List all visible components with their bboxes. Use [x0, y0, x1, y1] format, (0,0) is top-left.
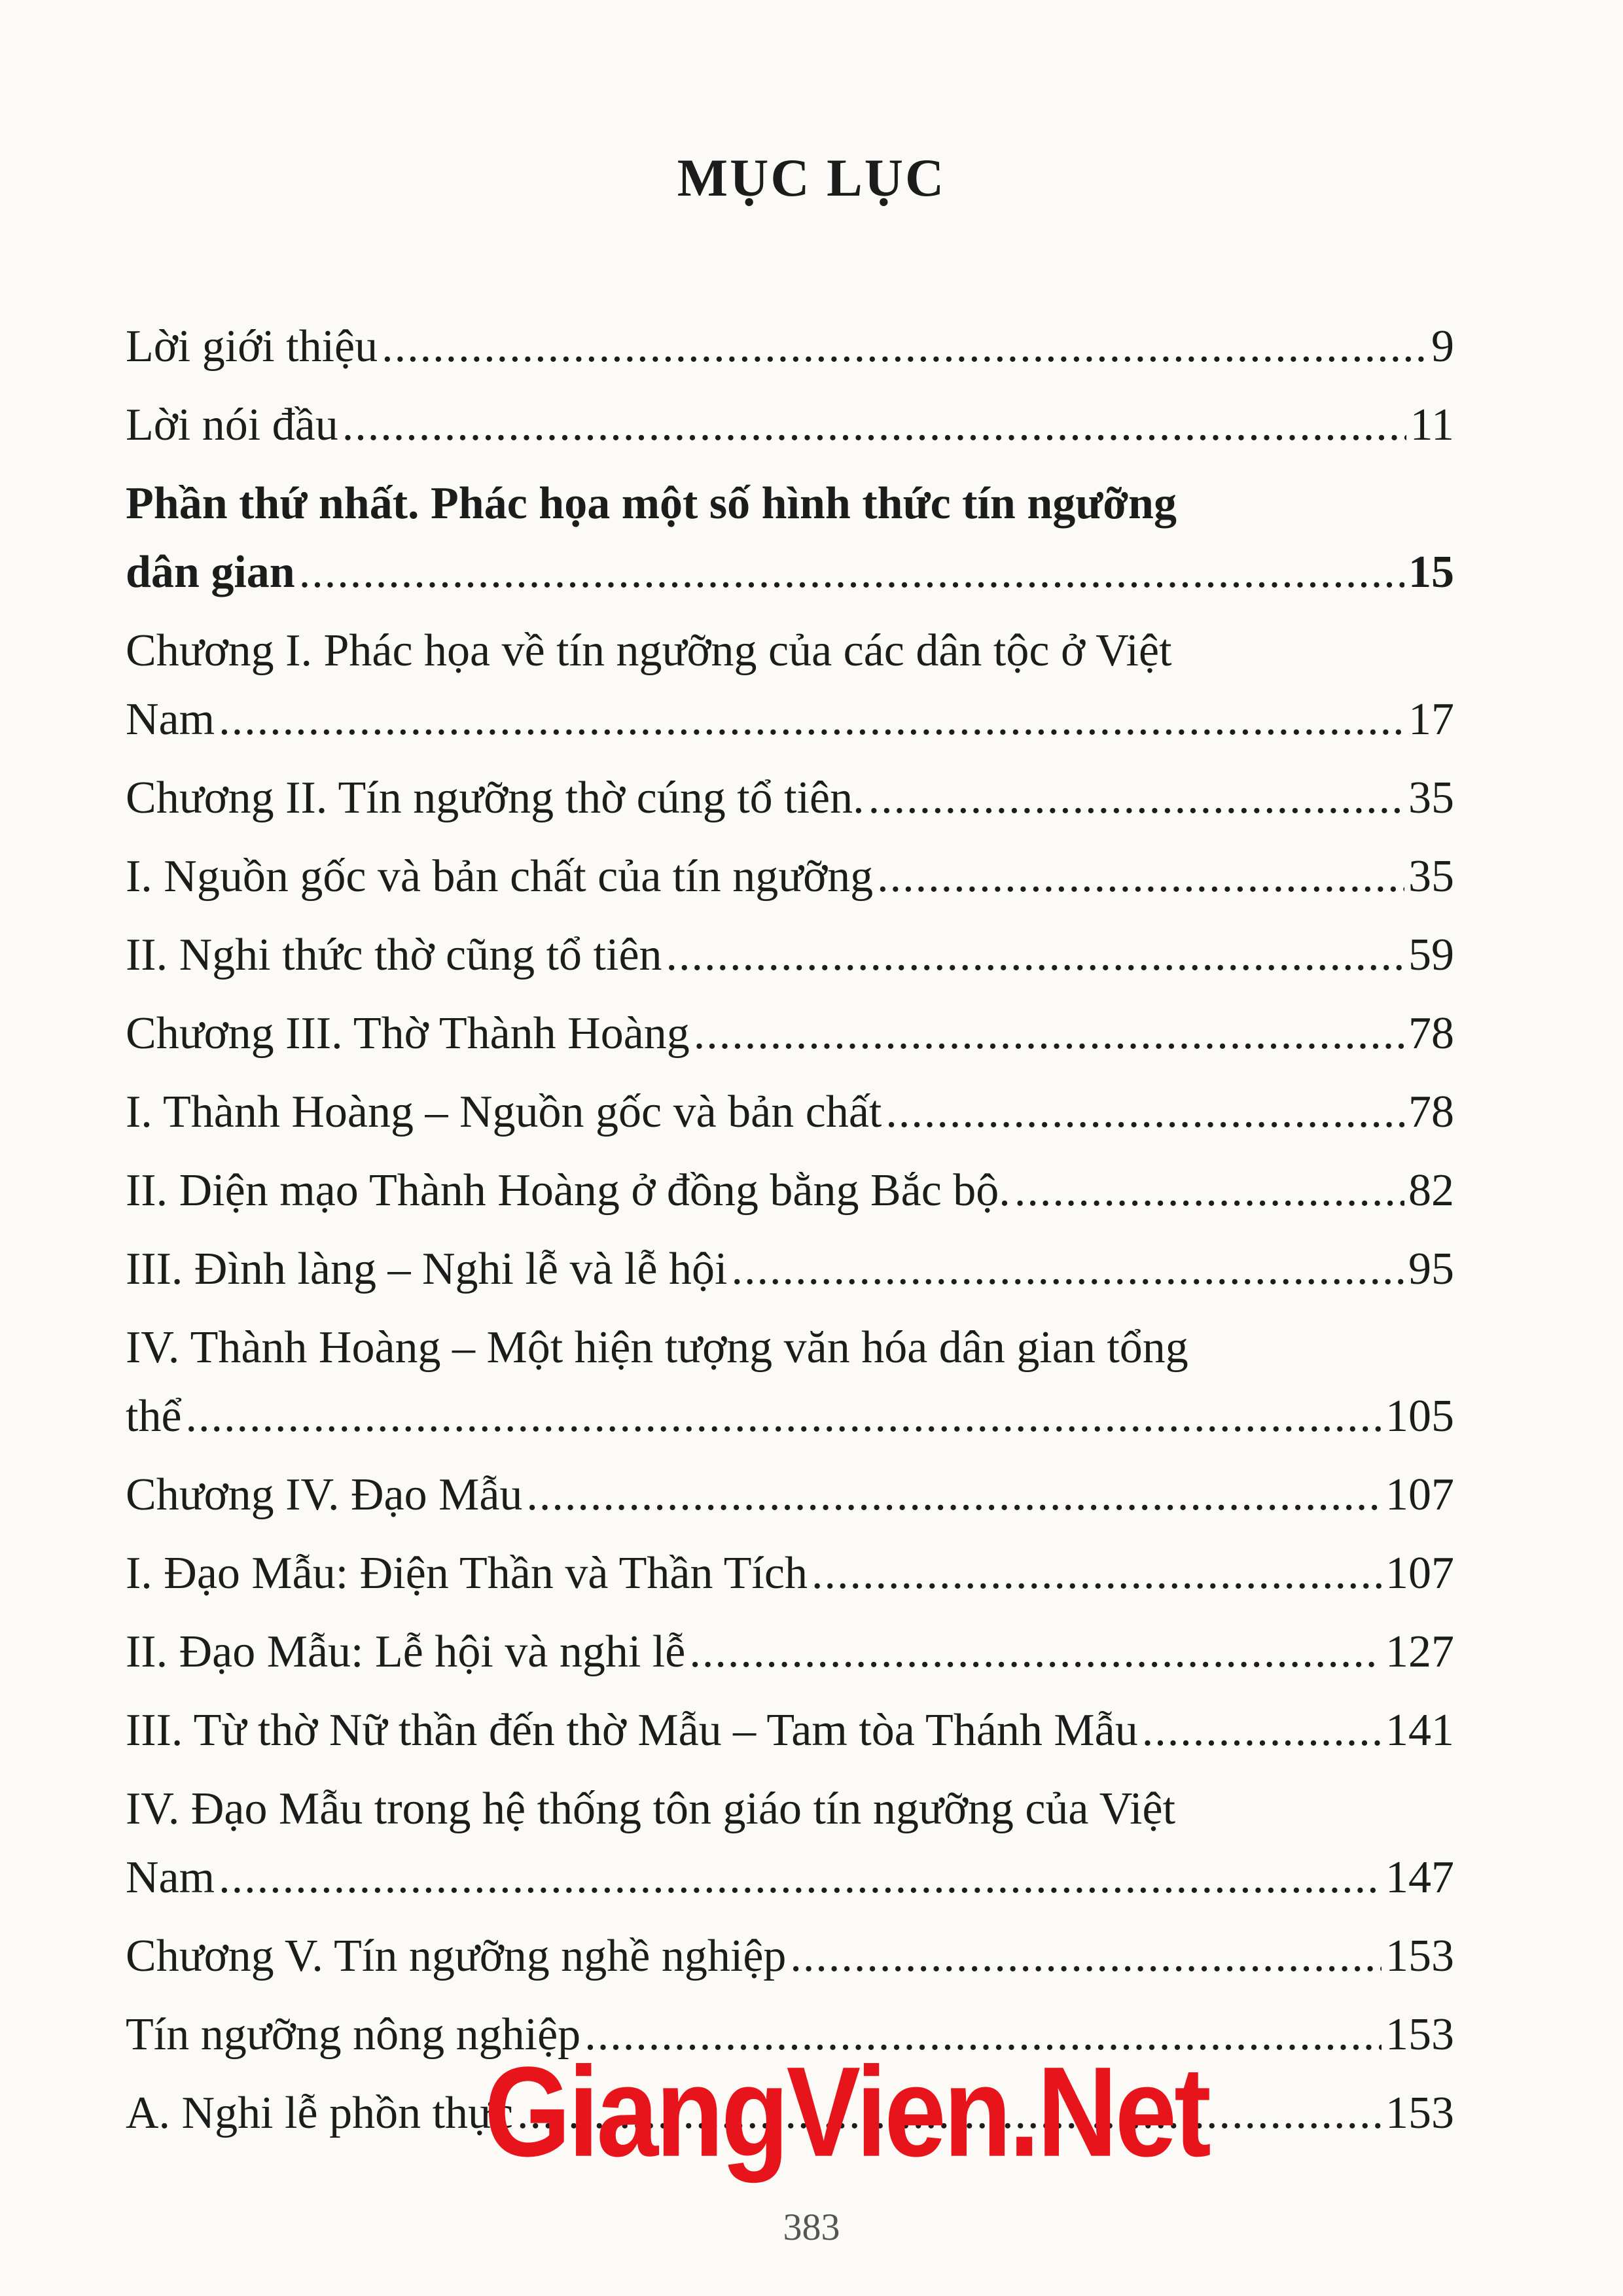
- dot-leader: [885, 1080, 1404, 1145]
- toc-entry-label: I. Thành Hoàng – Nguồn gốc và bản chất: [126, 1087, 882, 1137]
- toc-entry-page: 17: [1408, 694, 1454, 745]
- toc-entry-page: 105: [1385, 1391, 1454, 1441]
- toc-entry-page: 127: [1385, 1627, 1454, 1677]
- toc-entry: [126, 1237, 1454, 1302]
- toc-entry-page: 35: [1408, 773, 1454, 823]
- toc-entry-label: II. Đạo Mẫu: Lễ hội và nghi lễ: [126, 1627, 686, 1677]
- toc-entry-label: II. Nghi thức thờ cũng tổ tiên: [126, 930, 662, 980]
- toc-entry: [126, 1158, 1454, 1224]
- toc-entry: [126, 1384, 1454, 1449]
- watermark-logo: GiangVien.Net: [484, 2040, 1209, 2184]
- dot-leader: [812, 1541, 1382, 1606]
- toc-entry-label: dân gian: [126, 547, 295, 597]
- toc-entry: [126, 687, 1454, 752]
- dot-leader: [186, 1384, 1382, 1449]
- toc-entry: [126, 1619, 1454, 1685]
- toc-entry-page: 107: [1385, 1548, 1454, 1598]
- toc-entry-label: I. Nguồn gốc và bản chất của tín ngưỡng: [126, 851, 874, 902]
- toc-entry-page: 78: [1408, 1008, 1454, 1059]
- dot-leader: [694, 1001, 1404, 1067]
- toc-entry-label: A. Nghi lễ phồn thực: [126, 2088, 514, 2138]
- toc-entry: [126, 1924, 1454, 1989]
- toc-entry: [126, 1462, 1454, 1528]
- toc-entry: [126, 314, 1454, 380]
- dot-leader: [219, 687, 1404, 752]
- toc-entry-label: III. Từ thờ Nữ thần đến thờ Mẫu – Tam tòa Thánh Mẫu: [126, 1705, 1138, 1756]
- toc-entry: [126, 1080, 1454, 1145]
- toc-entry-line: Chương I. Phác họa về tín ngưỡng của các dân tộc ở Việt: [126, 626, 1172, 676]
- toc-entry: [126, 1001, 1454, 1067]
- toc-entry-page: 153: [1385, 2009, 1454, 2060]
- toc-entry-line: IV. Đạo Mẫu trong hệ thống tôn giáo tín ngưỡng của Việt: [126, 1784, 1176, 1834]
- toc-entry: [126, 540, 1454, 605]
- toc-entry: [126, 923, 1454, 988]
- toc-entry-label: Nam: [126, 694, 215, 745]
- toc-entry-label: thể: [126, 1391, 182, 1441]
- dot-leader: [1142, 1698, 1382, 1763]
- toc-entry-page: 147: [1385, 1852, 1454, 1903]
- toc-entry: [126, 766, 1454, 831]
- toc-entry-page: 153: [1385, 1931, 1454, 1981]
- toc-entry-label: I. Đạo Mẫu: Điện Thần và Thần Tích: [126, 1548, 808, 1598]
- dot-leader: [342, 393, 1406, 458]
- dot-leader: [526, 1462, 1382, 1528]
- toc-entry-page: 141: [1385, 1705, 1454, 1756]
- toc-entry-page: 9: [1431, 321, 1454, 372]
- toc-entry-page: 107: [1385, 1470, 1454, 1520]
- toc-entry: [126, 393, 1454, 458]
- toc-entry-label: III. Đình làng – Nghi lễ và lễ hội: [126, 1244, 728, 1294]
- toc-entry-label: Tín ngưỡng nông nghiệp: [126, 2009, 581, 2060]
- toc-entry: [126, 1845, 1454, 1911]
- dot-leader: [382, 314, 1427, 380]
- dot-leader: [877, 844, 1404, 910]
- page-title: MỤC LỤC: [677, 148, 946, 207]
- toc-entry-label: Chương III. Thờ Thành Hoàng: [126, 1008, 690, 1059]
- toc-entry: [126, 1698, 1454, 1763]
- toc-entry-page: 95: [1408, 1244, 1454, 1294]
- toc-entry-page: 153: [1385, 2088, 1454, 2138]
- toc-entry-page: 78: [1408, 1087, 1454, 1137]
- dot-leader: [790, 1924, 1382, 1989]
- dot-leader: [219, 1845, 1382, 1911]
- page-number: 383: [783, 2206, 840, 2248]
- toc-entry-page: 35: [1408, 851, 1454, 902]
- toc-entry-page: 82: [1408, 1165, 1454, 1216]
- toc-entry-line: Phần thứ nhất. Phác họa một số hình thức tín ngưỡng: [126, 478, 1177, 529]
- dot-leader: [868, 766, 1404, 831]
- toc-entry-label: Lời giới thiệu: [126, 321, 378, 372]
- toc-entry-line: IV. Thành Hoàng – Một hiện tượng văn hóa dân gian tổng: [126, 1322, 1188, 1373]
- dot-leader: [732, 1237, 1404, 1302]
- dot-leader: [299, 540, 1404, 605]
- toc-entry-page: 59: [1408, 930, 1454, 980]
- toc-entry-label: Chương IV. Đạo Mẫu: [126, 1470, 523, 1520]
- dot-leader: [1014, 1158, 1404, 1224]
- toc-entry-label: Chương II. Tín ngưỡng thờ cúng tổ tiên.: [126, 773, 865, 823]
- toc-entry: [126, 844, 1454, 910]
- toc-entry-label: Lời nói đầu: [126, 400, 338, 450]
- dot-leader: [689, 1619, 1382, 1685]
- toc-entry-page: 11: [1410, 400, 1454, 450]
- toc-entry: [126, 1541, 1454, 1606]
- toc-entry-label: Nam: [126, 1852, 215, 1903]
- toc-entry-page: 15: [1408, 547, 1454, 597]
- dot-leader: [666, 923, 1404, 988]
- toc-entry-label: Chương V. Tín ngưỡng nghề nghiệp: [126, 1931, 787, 1981]
- toc-entry-label: II. Diện mạo Thành Hoàng ở đồng bằng Bắc bộ.: [126, 1165, 1010, 1216]
